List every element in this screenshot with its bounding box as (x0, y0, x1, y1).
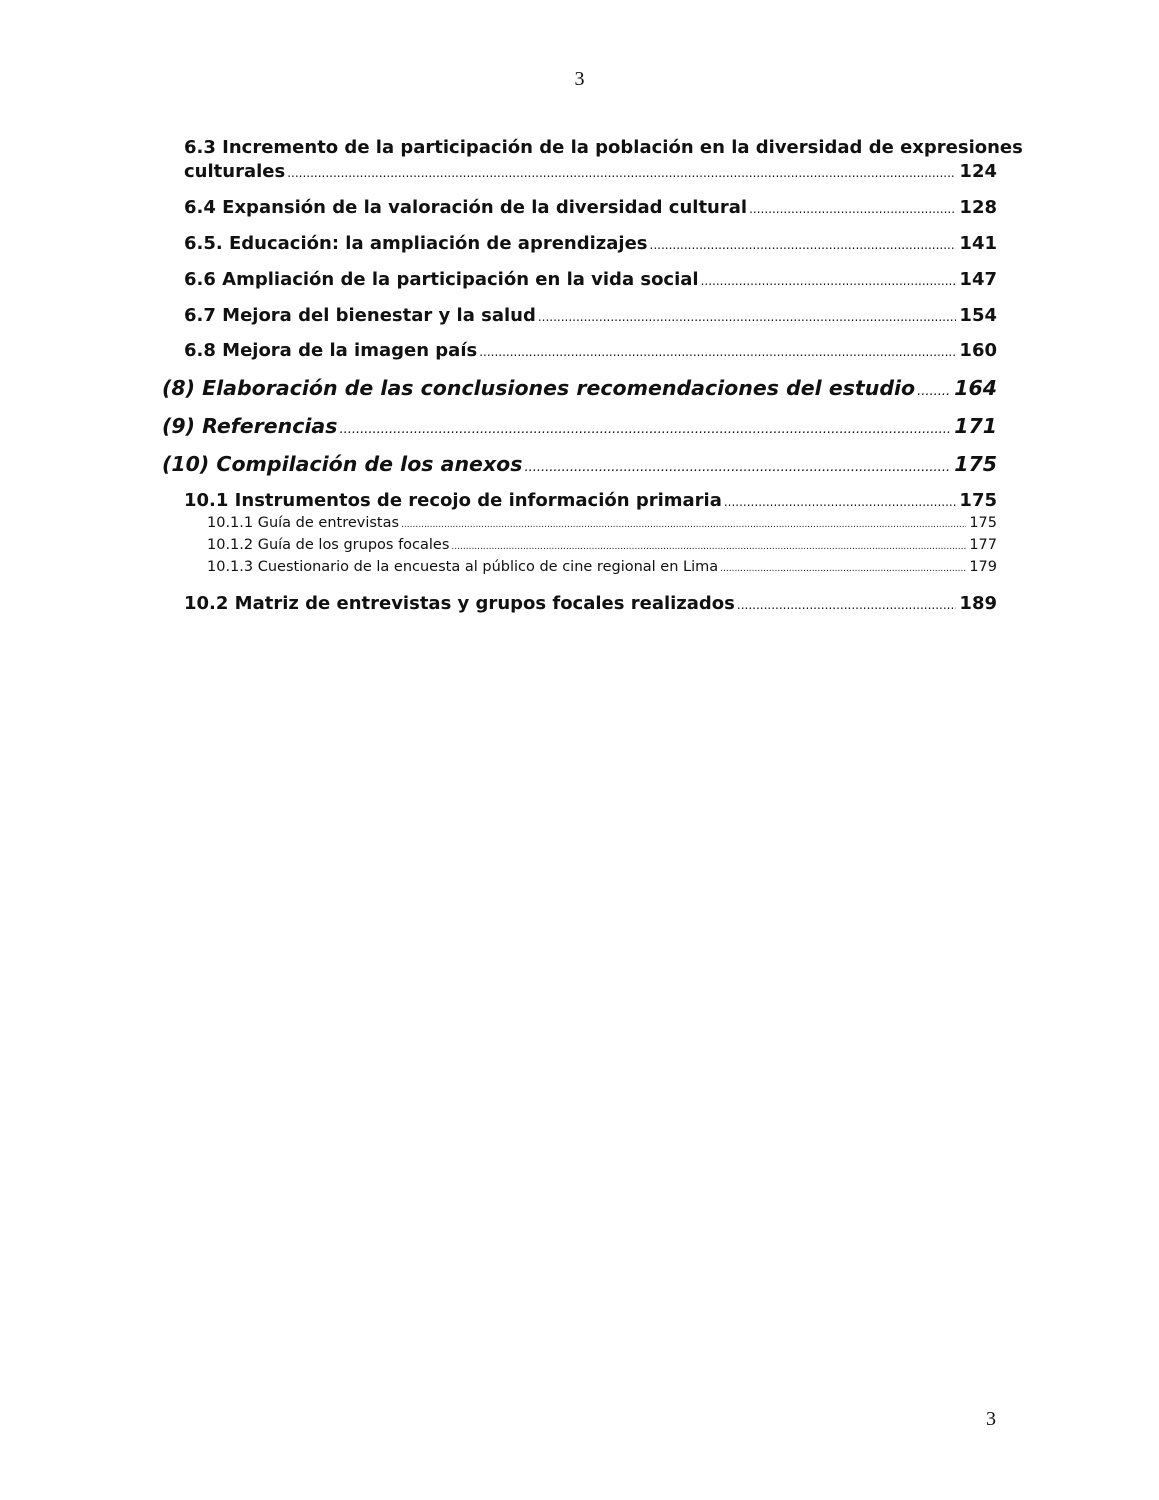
toc-entry-title: 10.1 Instrumentos de recojo de información primaria (184, 490, 722, 511)
toc-entry-10-1-1[interactable] (207, 515, 997, 531)
toc-entry-6-7[interactable] (184, 305, 997, 326)
toc-entry-9[interactable] (162, 414, 997, 438)
toc-entry-6-3-line1[interactable]: 6.3 Incremento de la participación de la población en la diversidad de expresiones (184, 137, 1023, 158)
toc-entry-title: (10) Compilación de los anexos (162, 452, 523, 476)
dot-leader (737, 598, 957, 612)
toc-entry-title: 10.1.2 Guía de los grupos focales (207, 537, 450, 553)
dot-leader (479, 345, 956, 359)
toc-entry-title: (9) Referencias (162, 414, 338, 438)
toc-entry-page: 189 (959, 593, 997, 614)
toc-entry-title: 6.4 Expansión de la valoración de la diversidad cultural (184, 197, 748, 218)
toc-entry-title: 6.8 Mejora de la imagen país (184, 340, 478, 361)
toc-entry-page: 154 (959, 305, 997, 326)
toc-entry-title: 6.6 Ampliación de la participación en la vida social (184, 269, 699, 290)
toc-entry-10-2[interactable] (184, 593, 997, 614)
dot-leader (401, 520, 966, 530)
toc-entry-6-8[interactable] (184, 340, 997, 361)
toc-entry-title: 6.5. Educación: la ampliación de aprendizajes (184, 233, 648, 254)
toc-entry-page: 124 (959, 161, 997, 182)
toc-entry-10-1-2[interactable] (207, 537, 997, 553)
toc-entry-page: 175 (954, 452, 997, 476)
dot-leader (538, 310, 957, 324)
dot-leader (917, 384, 951, 399)
toc-entry-page: 177 (969, 537, 997, 553)
toc-entry-page: 147 (959, 269, 997, 290)
dot-leader (724, 495, 957, 509)
toc-entry-10-1[interactable] (184, 490, 997, 511)
toc-entry-6-4[interactable] (184, 197, 997, 218)
toc-entry-page: 128 (959, 197, 997, 218)
dot-leader (451, 542, 966, 552)
toc-entry-page: 175 (959, 490, 997, 511)
toc-entry-6-3[interactable] (184, 161, 997, 182)
toc-entry-title: (8) Elaboración de las conclusiones recomendaciones del estudio (162, 376, 916, 400)
toc-entry-page: 160 (959, 340, 997, 361)
dot-leader (650, 238, 957, 252)
toc-entry-page: 164 (954, 376, 997, 400)
toc-entry-title: 6.7 Mejora del bienestar y la salud (184, 305, 536, 326)
dot-leader (720, 564, 966, 574)
toc-entry-page: 179 (969, 559, 997, 575)
toc-entry-title: 10.1.3 Cuestionario de la encuesta al público de cine regional en Lima (207, 559, 719, 575)
toc-entry-10-1-3[interactable] (207, 559, 997, 575)
toc-entry-title: 10.2 Matriz de entrevistas y grupos focales realizados (184, 593, 735, 614)
toc-entry-page: 175 (969, 515, 997, 531)
footer-page-number: 3 (986, 1408, 996, 1430)
dot-leader (339, 422, 951, 437)
toc-entry-10[interactable] (162, 452, 997, 476)
toc-entry-title: culturales (184, 161, 286, 182)
toc-entry-page: 171 (954, 414, 997, 438)
header-page-number: 3 (574, 68, 585, 90)
dot-leader (524, 460, 951, 475)
dot-leader (749, 202, 956, 216)
toc-entry-6-5[interactable] (184, 233, 997, 254)
toc-entry-page: 141 (959, 233, 997, 254)
toc-entry-8[interactable] (162, 376, 997, 400)
dot-leader (701, 274, 957, 288)
toc-entry-6-6[interactable] (184, 269, 997, 290)
dot-leader (287, 166, 956, 180)
toc-entry-title: 10.1.1 Guía de entrevistas (207, 515, 400, 531)
